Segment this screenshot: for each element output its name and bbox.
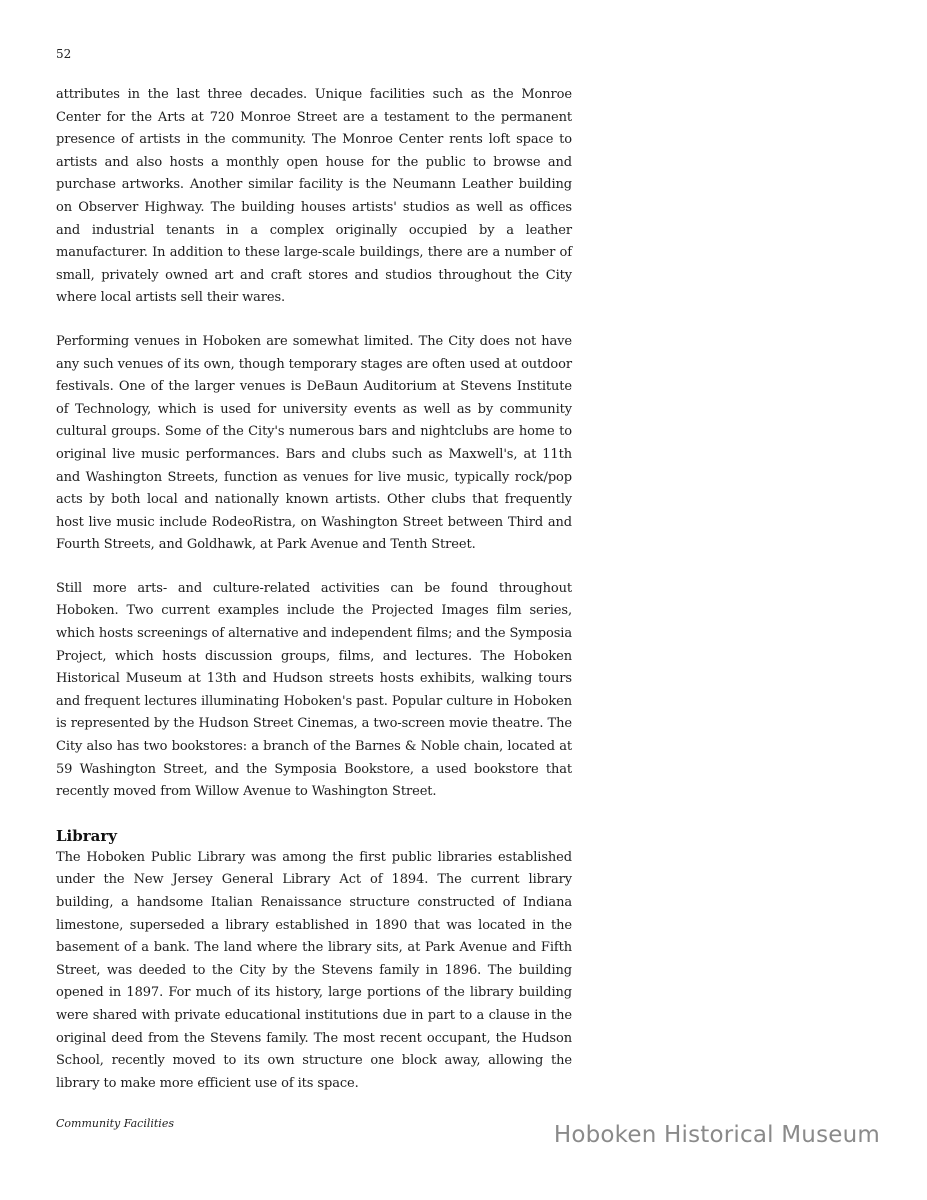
- body-text: [56, 84, 572, 1116]
- paragraph-library: The Hoboken Public Library was among the first public libraries established under the New Jersey General Library Act of 1894. The current library building, a handsome Italian Renaissance structure constructed of Indiana limestone, superseded a library established in 1890 that was located in the basement of a bank. The land where the library sits, at Park Avenue and Fifth Street, was deeded to the City by the Stevens family in 1896. The building opened in 1897. For much of its history, large portions of the library building were shared with private educational institutions due in part to a clause in the original deed from the Stevens family. The most recent occupant, the Hudson School, recently moved to its own structure one block away, allowing the library to make more efficient use of its space.: [56, 849, 572, 1091]
- library-heading: Library: [56, 826, 117, 845]
- page-number: 52: [56, 47, 72, 61]
- paragraph-performing-venues: Performing venues in Hoboken are somewhat limited. The City does not have any such venues of its own, though temporary stages are often used at outdoor festivals. One of the larger venues is DeBaun Auditorium at Stevens Institute of Technology, which is used for university events as well as by community cultural groups. Some of the City's numerous bars and nightclubs are home to original live music performances. Bars and clubs such as Maxwell's, at 11th and Washington Streets, function as venues for live music, typically rock/pop acts by both local and nationally known artists. Other clubs that frequently host live music include RodeoRistra, on Washington Street between Third and Fourth Streets, and Goldhawk, at Park Avenue and Tenth Street.: [56, 333, 572, 553]
- museum-watermark: Hoboken Historical Museum: [553, 1122, 880, 1148]
- paragraph-culture-activities: Still more arts- and culture-related activities can be found throughout Hoboken. Two current examples include the Projected Images film series, which hosts screenings of alternative and independent films; and the Symposia Project, which hosts discussion groups, films, and lectures. The Hoboken Historical Museum at 13th and Hudson streets hosts exhibits, walking tours and frequent lectures illuminating Hoboken's past. Popular culture in Hoboken is represented by the Hudson Street Cinemas, a two-screen movie theatre. The City also has two bookstores: a branch of the Barnes & Noble chain, located at 59 Washington Street, and the Symposia Bookstore, a used bookstore that recently moved from Willow Avenue to Washington Street.: [56, 580, 572, 800]
- paragraph-arts-facilities: attributes in the last three decades. Unique facilities such as the Monroe Center for the Arts at 720 Monroe Street are a testament to the permanent presence of artists in the community. The Monroe Center rents loft space to artists and also hosts a monthly open house for the public to browse and purchase artworks. Another similar facility is the Neumann Leather building on Observer Highway. The building houses artists' studios as well as offices and industrial tenants in a complex originally occupied by a leather manufacturer. In addition to these large-scale buildings, there are a number of small, privately owned art and craft stores and studios throughout the City where local artists sell their wares.: [56, 87, 572, 306]
- footer-section-label: Community Facilities: [56, 1117, 174, 1130]
